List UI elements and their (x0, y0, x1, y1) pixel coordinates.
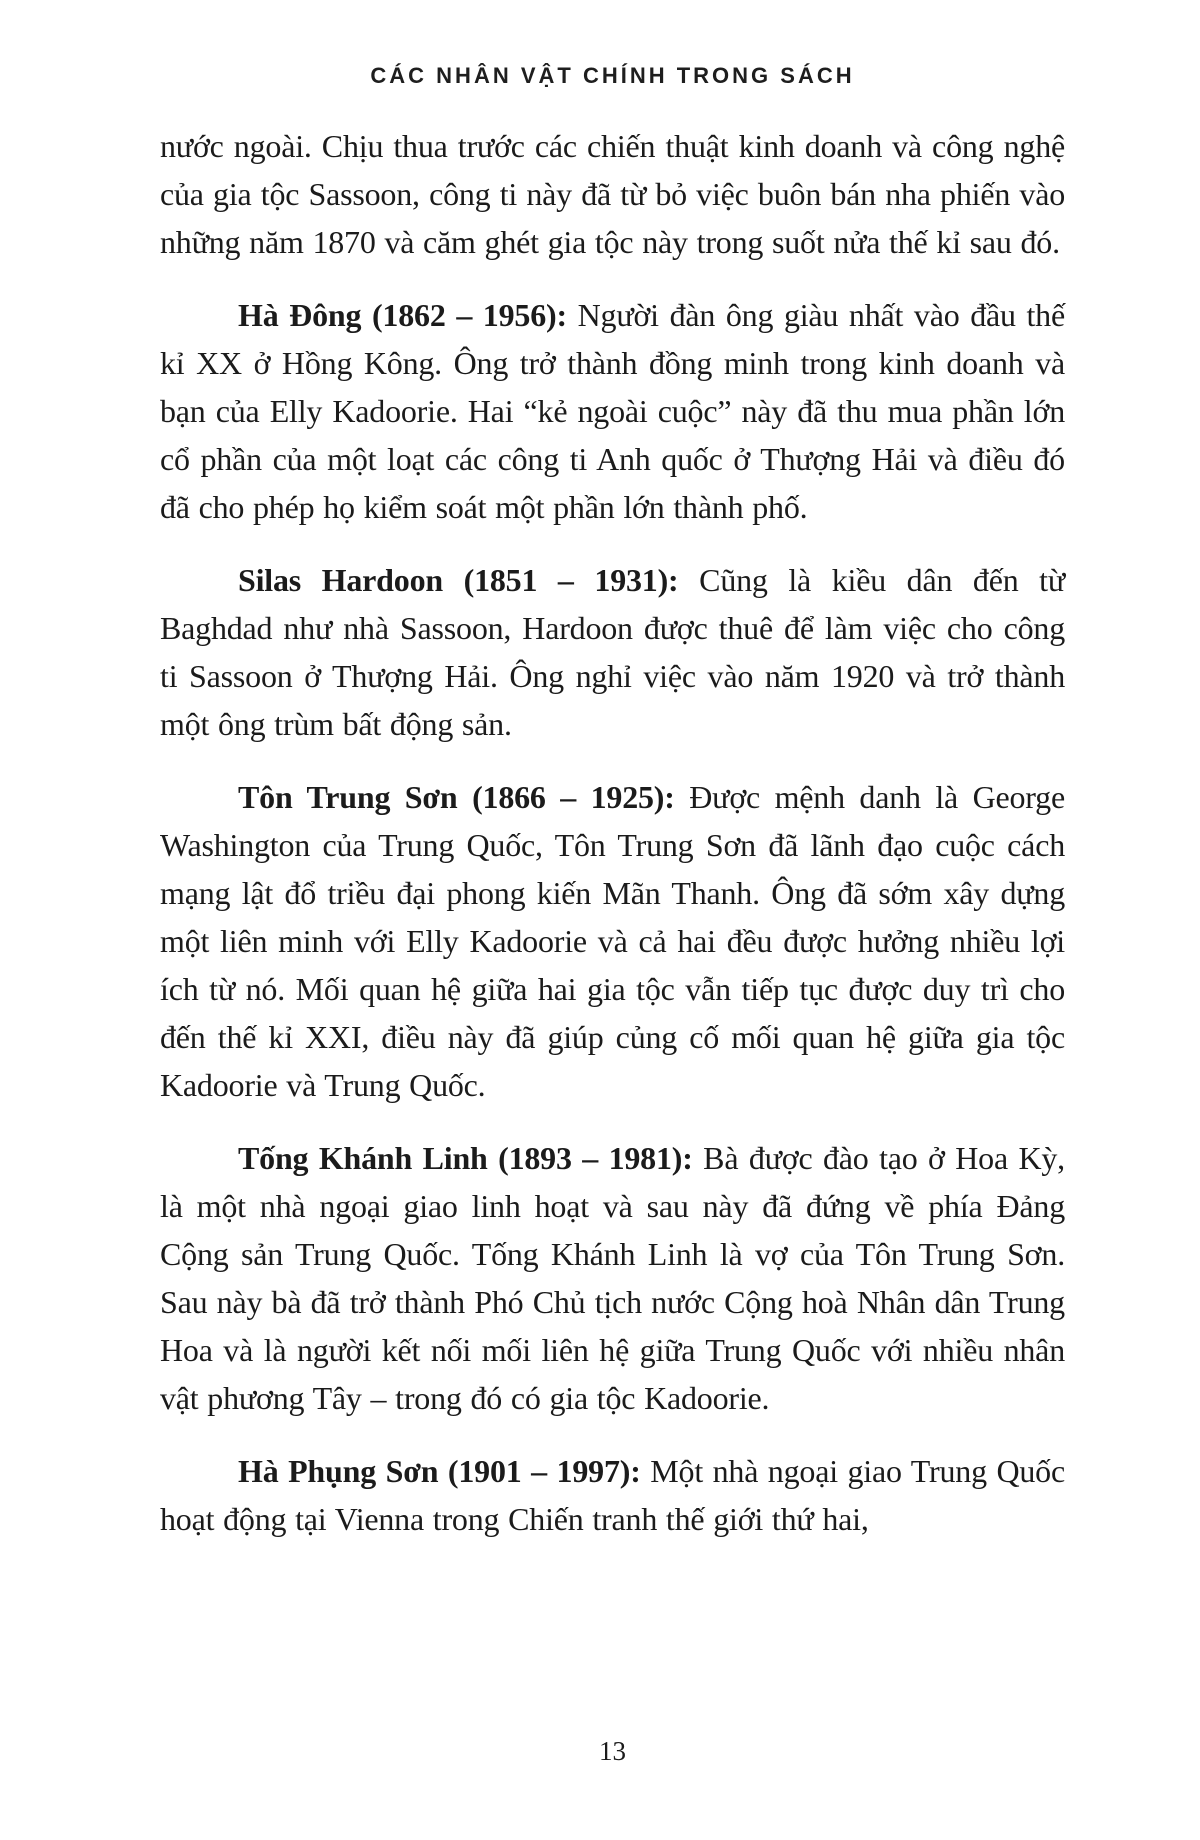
paragraph (160, 1447, 1065, 1543)
person-name-heading: Tống Khánh Linh (1893 – 1981): (238, 1140, 693, 1176)
person-name-heading: Hà Đông (1862 – 1956): (238, 297, 567, 333)
paragraph-text: Được mệnh danh là George Washington của Trung Quốc, Tôn Trung Sơn đã lãnh đạo cuộc cách mạng lật đổ triều đại phong kiến Mãn Thanh. Ông đã sớm xây dựng một liên minh với Elly Kadoorie và cả hai đều được hưởng nhiều lợi ích từ nó. Mối quan hệ giữa hai gia tộc vẫn tiếp tục được duy trì cho đến thế kỉ XXI, điều này đã giúp củng cố mối quan hệ giữa gia tộc Kadoorie và Trung Quốc. (160, 779, 1065, 1103)
paragraph (160, 773, 1065, 1109)
paragraph (160, 1134, 1065, 1422)
paragraph (160, 291, 1065, 531)
paragraph-text: Bà được đào tạo ở Hoa Kỳ, là một nhà ngoại giao linh hoạt và sau này đã đứng về phía Đảng Cộng sản Trung Quốc. Tống Khánh Linh là vợ của Tôn Trung Sơn. Sau này bà đã trở thành Phó Chủ tịch nước Cộng hoà Nhân dân Trung Hoa và là người kết nối mối liên hệ giữa Trung Quốc với nhiều nhân vật phương Tây – trong đó có gia tộc Kadoorie. (160, 1140, 1065, 1416)
running-header: CÁC NHÂN VẬT CHÍNH TRONG SÁCH (370, 63, 855, 88)
paragraph (160, 122, 1065, 266)
paragraph-text: Người đàn ông giàu nhất vào đầu thế kỉ XX ở Hồng Kông. Ông trở thành đồng minh trong kinh doanh và bạn của Elly Kadoorie. Hai “kẻ ngoài cuộc” này đã thu mua phần lớn cổ phần của một loạt các công ti Anh quốc ở Thượng Hải và điều đó đã cho phép họ kiểm soát một phần lớn thành phố. (160, 297, 1065, 525)
person-name-heading: Hà Phụng Sơn (1901 – 1997): (238, 1453, 641, 1489)
person-name-heading: Tôn Trung Sơn (1866 – 1925): (238, 779, 675, 815)
paragraph-text: Cũng là kiều dân đến từ Baghdad như nhà Sassoon, Hardoon được thuê để làm việc cho công ti Sassoon ở Thượng Hải. Ông nghỉ việc vào năm 1920 và trở thành một ông trùm bất động sản. (160, 562, 1066, 742)
person-name-heading: Silas Hardoon (1851 – 1931): (238, 562, 679, 598)
paragraph-text: Một nhà ngoại giao Trung Quốc hoạt động tại Vienna trong Chiến tranh thế giới thứ hai, (160, 1453, 1065, 1537)
paragraph (160, 556, 1065, 748)
page-body-text (160, 122, 1065, 1568)
paragraph-text: nước ngoài. Chịu thua trước các chiến thuật kinh doanh và công nghệ của gia tộc Sassoon, công ti này đã từ bỏ việc buôn bán nha phiến vào những năm 1870 và căm ghét gia tộc này trong suốt nửa thế kỉ sau đó. (160, 128, 1065, 260)
page-number: 13 (599, 1736, 626, 1766)
